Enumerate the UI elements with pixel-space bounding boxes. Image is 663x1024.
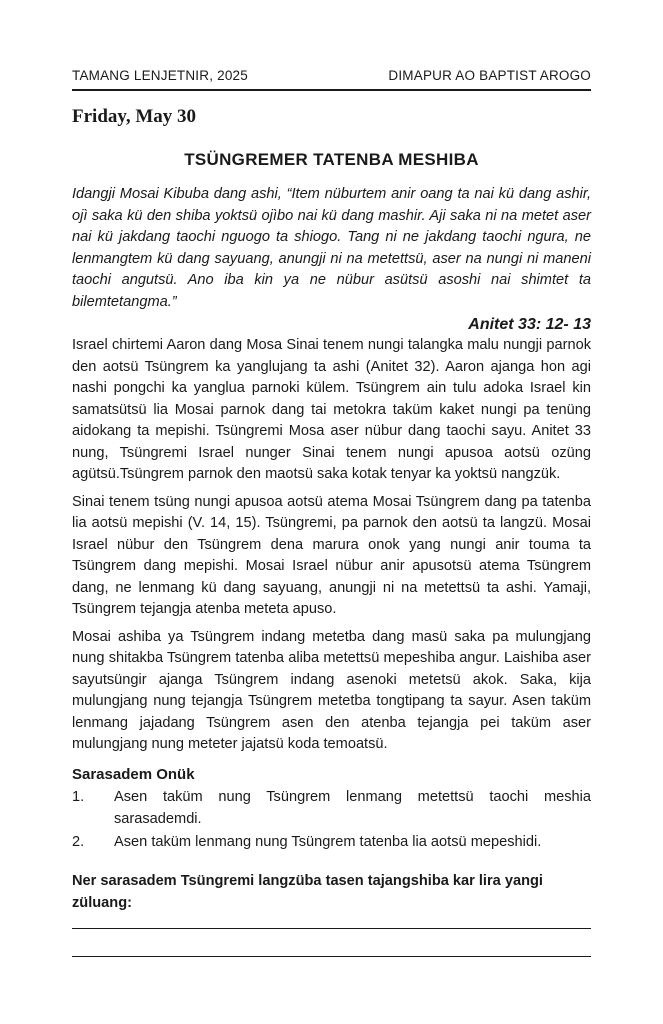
- section-heading: Sarasadem Onük: [72, 765, 195, 783]
- main-content: [72, 184, 591, 854]
- list-number: 2.: [72, 834, 85, 850]
- reflection-list: [72, 787, 591, 854]
- page-title: TSÜNGREMER TATENBA MESHIBA: [184, 150, 479, 169]
- header-rule: [72, 89, 591, 91]
- body-paragraph: Sinai tenem tsüng nungi apusoa aotsü atema Mosai Tsüngrem dang pa tatenba lia aotsü mepishi (V. 14, 15). Tsüngremi, pa parnok den aotsü ta langzü. Mosai Israel nübur den Tsüngrem dena marura onok yang nungi anir touma ta Tsüngrem dang mepishi. Mosai Israel nübur anir apusotsü atema Tsüngrem dang, ne lenmang kü dang sayuang, anungji ni na metettsü ta ashi. Yamaji, Tsüngrem tejangja atenba meteta apuso.: [72, 493, 591, 617]
- list-text: Asen taküm nung Tsüngrem lenmang metettsü taochi meshia sarasademdi.: [114, 789, 591, 827]
- writing-prompt: Ner sarasadem Tsüngremi langzüba tasen tajangshiba kar lira yangi züluang:: [72, 873, 543, 911]
- body-paragraph: Mosai ashiba ya Tsüngrem indang metetba dang masü saka pa mulungjang nung shitakba Tsüngrem tatenba aliba metettsü mepeshiba angur. Laishiba aser sayutsüngir ajanga Tsüngrem indang asenoki metetsü akok. Saka, kija mulungjang nung tejangja Tsüngrem metetba tongtipang ta sayur. Asen taküm lenmang jajadang Tsüngrem asen den atenba tejangja pei taküm aser mulungjang nung meteter jajatsü koda temoatsü.: [72, 628, 591, 752]
- answer-line[interactable]: [72, 928, 591, 929]
- scripture-quote: Idangji Mosai Kibuba dang ashi, “Item nüburtem anir oang ta nai kü dang ashir, ojì saka kü den shiba yoktsü ojìbo nai kü dang mashir. Aji saka ni na metet aser nai kü jakdang taochi nguogo ta shiogo. Tang ni ne jakdang taochi ngura, ne lenmangtem kü dang sayuang, anungji ni na metettsü, aser na nungi ni maneni taochi angutsü. Ano iba kin ya ne nübur asütsü asoshi nai shimtet ta bilemtetangma.”: [72, 186, 591, 310]
- list-item: [72, 832, 591, 854]
- body-paragraph: Israel chirtemi Aaron dang Mosa Sinai tenem nungi talangka malu nungji parnok den aotsü Tsüngrem ka yanglujang ta ashi (Anitet 32). Aaron ajanga hon agi nashi pongchi ka yanglua parnoki külem. Tsüngrem ain tulu adoka Israel kin samatsütsü lia Mosai parnok dang tai metokra taküm kaket nungi pa tenüng aidokang ta mepishi. Tsüngremi Mosa aser nübur dang taochi sayu. Anitet 33 nung, Tsüngremi Israel nunger Sinai tenem nungi apusoa aotsü ozüng agütsü.Tsüngrem parnok den maotsü saka kotak tenyar ka yoktsü nangzük.: [72, 337, 591, 482]
- list-item: [72, 787, 591, 830]
- scripture-reference: Anitet 33: 12- 13: [468, 316, 591, 333]
- page-date: Friday, May 30: [72, 106, 197, 127]
- running-header: [72, 68, 591, 86]
- header-publication: TAMANG LENJETNIR, 2025: [72, 68, 248, 83]
- list-number: 1.: [72, 789, 85, 805]
- list-text: Asen taküm lenmang nung Tsüngrem tatenba lia aotsü mepeshidi.: [114, 834, 542, 850]
- header-publisher: DIMAPUR AO BAPTIST AROGO: [388, 68, 591, 83]
- answer-line[interactable]: [72, 956, 591, 957]
